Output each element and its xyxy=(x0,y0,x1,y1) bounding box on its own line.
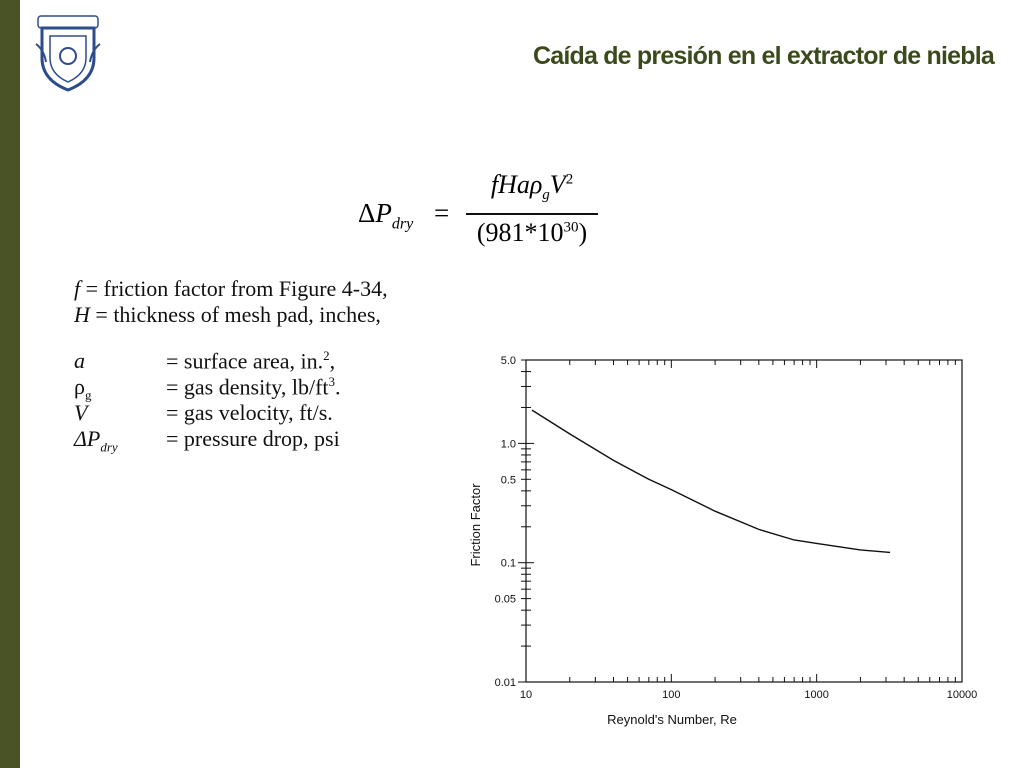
left-accent-bar xyxy=(0,0,20,768)
pressure-symbol: P xyxy=(375,198,392,228)
y-tick-label: 0.05 xyxy=(494,593,516,606)
numerator-part-a: fHaρ xyxy=(490,170,543,199)
def-subscript: g xyxy=(84,387,92,403)
y-tick-label: 0.01 xyxy=(494,677,516,689)
def-exponent: 2 xyxy=(323,348,330,363)
equals-sign: = xyxy=(434,198,450,228)
def-equals: = xyxy=(166,426,184,451)
variable-definitions xyxy=(74,276,388,455)
definition-delta-p xyxy=(74,426,388,455)
def-equals: = xyxy=(166,374,184,400)
def-tail: , xyxy=(329,348,336,374)
def-equals: = xyxy=(80,276,104,301)
y-tick-label: 5.0 xyxy=(500,355,516,367)
equation-denominator xyxy=(466,218,598,248)
definition-a xyxy=(74,348,388,374)
y-axis-label: Friction Factor xyxy=(468,483,483,567)
slide-title: Caída de presión en el extractor de niebla xyxy=(532,42,994,70)
definition-rho xyxy=(74,374,388,403)
def-text: gas velocity, ft/s. xyxy=(183,400,333,425)
y-tick-label: 0.5 xyxy=(500,474,516,487)
plot-frame xyxy=(526,360,962,682)
def-exponent: 3 xyxy=(328,374,336,389)
numerator-part-b: V xyxy=(549,170,566,199)
denominator-exponent: 30 xyxy=(563,219,579,236)
def-subscript: dry xyxy=(100,439,118,455)
x-axis-label: Reynold's Number, Re xyxy=(607,712,737,727)
def-symbol: f xyxy=(74,276,81,301)
fraction-bar xyxy=(466,213,598,215)
def-equals: = xyxy=(166,348,184,374)
equation-numerator xyxy=(466,170,598,204)
x-tick-label: 10 xyxy=(519,689,533,701)
def-text: pressure drop, psi xyxy=(183,426,340,451)
y-tick-label: 1.0 xyxy=(500,438,516,451)
x-tick-label: 1000 xyxy=(804,689,829,701)
friction-factor-chart xyxy=(462,350,992,745)
x-tick-label: 10000 xyxy=(946,689,978,701)
unam-engineering-logo xyxy=(34,14,102,94)
chart-svg xyxy=(462,350,992,740)
def-symbol: H xyxy=(74,302,90,327)
def-text: gas density, lb/ft xyxy=(183,374,329,400)
def-symbol: V xyxy=(74,400,88,425)
definition-h xyxy=(74,302,388,328)
def-text: thickness of mesh pad, inches, xyxy=(113,302,381,327)
equation-lhs xyxy=(358,198,413,233)
y-tick-label: 0.1 xyxy=(500,557,516,570)
numerator-exponent: 2 xyxy=(565,171,574,188)
definition-v xyxy=(74,400,388,426)
denominator-part-a: (981*10 xyxy=(476,218,564,247)
def-symbol: a xyxy=(74,348,85,374)
numerator-subscript: g xyxy=(542,187,550,204)
dry-subscript: dry xyxy=(391,215,414,233)
delta-symbol: Δ xyxy=(358,198,376,228)
definition-f xyxy=(74,276,388,302)
denominator-part-b: ) xyxy=(578,218,588,247)
def-equals: = xyxy=(166,400,184,425)
def-tail: . xyxy=(335,374,341,400)
pressure-drop-equation xyxy=(358,170,618,254)
def-text: friction factor from Figure 4-34, xyxy=(103,276,388,301)
x-tick-label: 100 xyxy=(662,689,681,701)
friction-factor-curve xyxy=(532,410,890,552)
def-symbol: ΔP xyxy=(74,426,101,451)
def-symbol: ρ xyxy=(74,374,85,400)
def-equals: = xyxy=(89,302,114,327)
def-text: surface area, in. xyxy=(183,348,324,374)
